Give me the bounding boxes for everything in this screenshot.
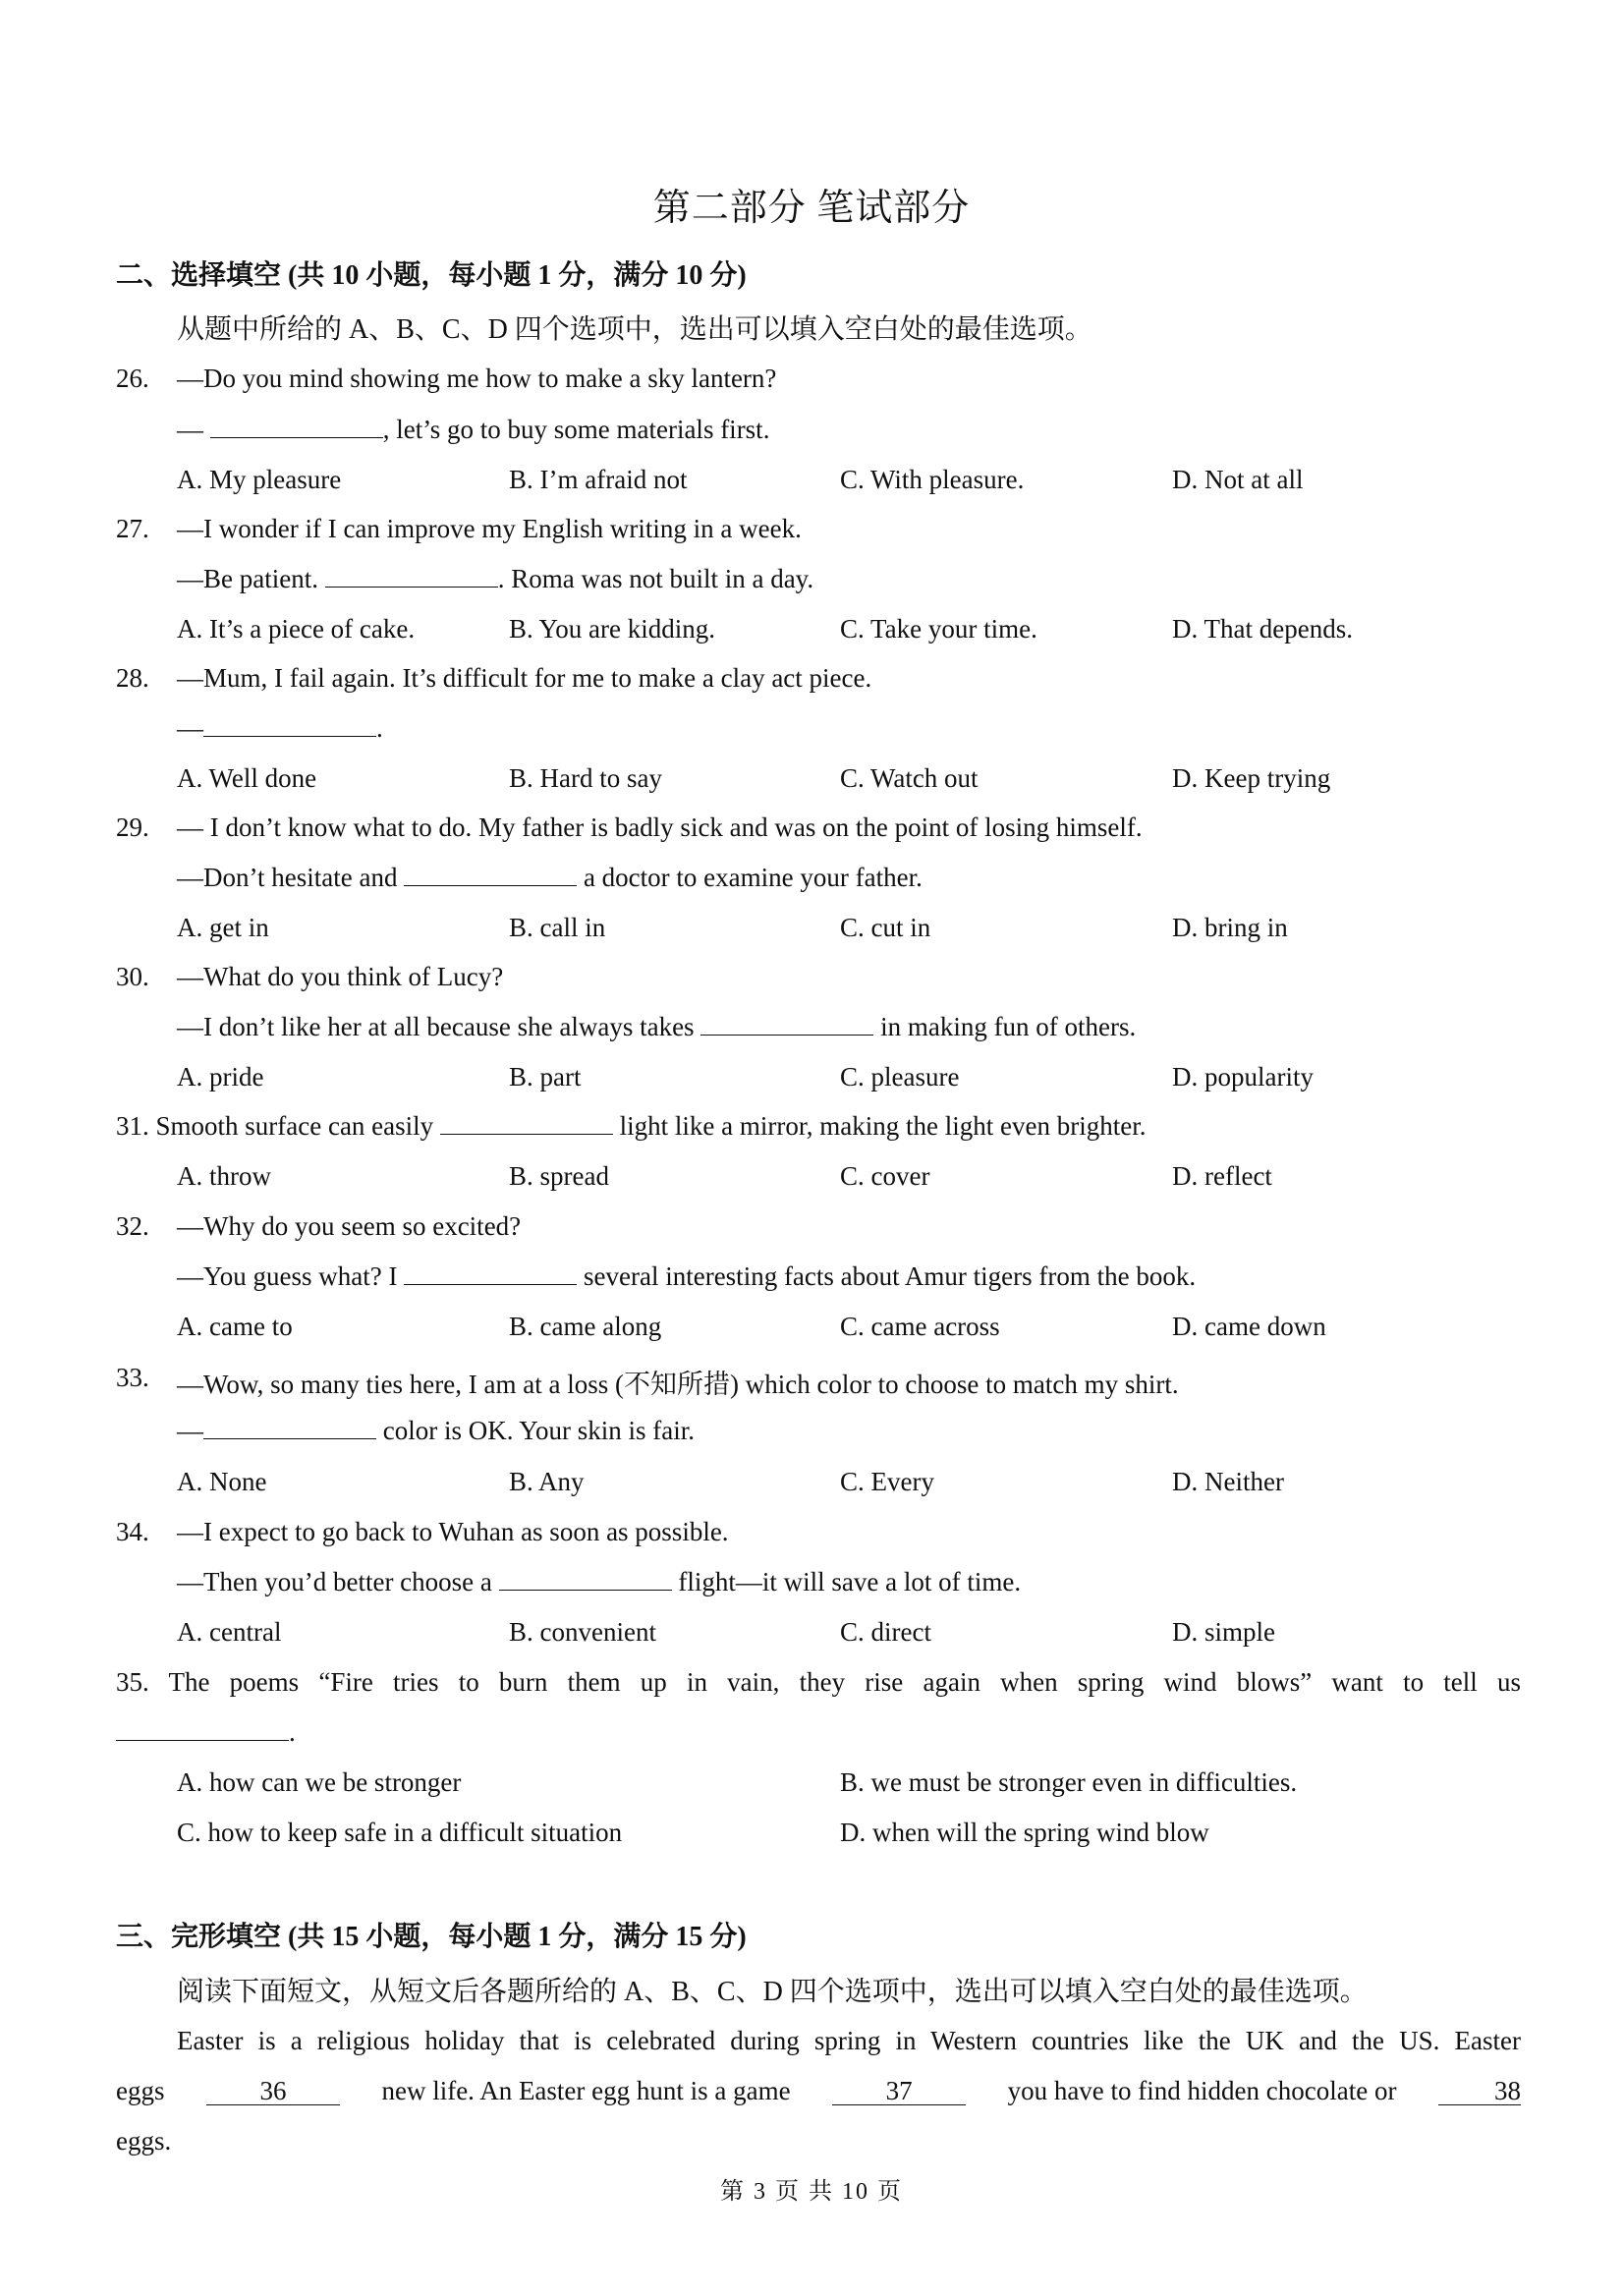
- option-d: D. popularity: [1172, 1062, 1314, 1092]
- cloze-blank-36: 36: [206, 2077, 340, 2105]
- answer-blank: [499, 1568, 672, 1591]
- option-d: D. That depends.: [1172, 614, 1353, 644]
- answer-blank: [440, 1112, 613, 1135]
- option-a: A. how can we be stronger: [177, 1767, 462, 1797]
- option-c: C. direct: [840, 1617, 931, 1647]
- option-d: D. bring in: [1172, 913, 1288, 942]
- question-line: —Why do you seem so excited?: [177, 1211, 522, 1241]
- question-number: 33.: [116, 1363, 149, 1392]
- section-3-instruction: 阅读下面短文，从短文后各题所给的 A、B、C、D 四个选项中，选出可以填入空白处的最佳选项。: [177, 1977, 1368, 2007]
- question-number: 32.: [116, 1211, 149, 1241]
- passage-line: eggs.: [116, 2126, 172, 2156]
- answer-blank: [700, 1013, 873, 1036]
- option-b: B. convenient: [509, 1617, 656, 1647]
- question-number: 29.: [116, 812, 149, 842]
- option-c: C. cover: [840, 1161, 930, 1191]
- question-line: 31. Smooth surface can easily light like a mirror, making the light even brighter.: [116, 1111, 1147, 1141]
- question-line: 35. The poems “Fire tries to burn them up in vain, they rise again when spring wind blows” want to tell us: [116, 1667, 1521, 1697]
- option-a: A. central: [177, 1617, 282, 1647]
- option-d: D. reflect: [1172, 1161, 1272, 1191]
- question-number: 34.: [116, 1517, 149, 1546]
- option-d: D. simple: [1172, 1617, 1275, 1647]
- question-line: — , let’s go to buy some materials first.: [177, 415, 770, 444]
- cloze-blank-38: 38: [1438, 2077, 1521, 2105]
- page-title: 第二部分 笔试部分: [652, 188, 971, 229]
- question-line: —I expect to go back to Wuhan as soon as possible.: [177, 1517, 729, 1546]
- option-a: A. Well done: [177, 763, 317, 793]
- answer-blank: [404, 864, 577, 886]
- question-number: 27.: [116, 514, 149, 543]
- answer-blank: [203, 1417, 376, 1439]
- section-2-heading: 二、选择填空 (共 10 小题，每小题 1 分，满分 10 分): [116, 260, 747, 291]
- answer-blank: [210, 416, 383, 438]
- option-d: D. Neither: [1172, 1467, 1284, 1496]
- question-line: —You guess what? I several interesting facts about Amur tigers from the book.: [177, 1261, 1197, 1291]
- option-d: D. Keep trying: [1172, 763, 1331, 793]
- question-number: 30.: [116, 962, 149, 991]
- option-a: A. It’s a piece of cake.: [177, 614, 416, 644]
- option-b: B. Any: [509, 1467, 585, 1496]
- option-b: B. I’m afraid not: [509, 465, 688, 494]
- answer-blank: [116, 1718, 289, 1741]
- option-b: B. came along: [509, 1312, 662, 1341]
- passage-line: Easter is a religious holiday that is celebrated during spring in Western countries like the UK and the US. Easter: [177, 2026, 1521, 2055]
- answer-blank: [325, 565, 498, 588]
- option-c: C. how to keep safe in a difficult situation: [177, 1818, 623, 1847]
- option-c: C. came across: [840, 1312, 1000, 1341]
- option-a: A. My pleasure: [177, 465, 342, 494]
- option-b: B. call in: [509, 913, 606, 942]
- question-line: —I don’t like her at all because she always takes in making fun of others.: [177, 1012, 1137, 1041]
- question-line: — .: [177, 713, 383, 743]
- answer-blank: [404, 1262, 577, 1285]
- option-c: C. Take your time.: [840, 614, 1037, 644]
- option-a: A. get in: [177, 913, 269, 942]
- page-footer: 第 3 页 共 10 页: [720, 2179, 903, 2205]
- passage-line: eggs 36 new life. An Easter egg hunt is a game 37 you have to find hidden chocolate or 38: [116, 2076, 1521, 2105]
- option-c: C. Every: [840, 1467, 934, 1496]
- option-c: C. Watch out: [840, 763, 979, 793]
- section-2-instruction: 从题中所给的 A、B、C、D 四个选项中，选出可以填入空白处的最佳选项。: [177, 314, 1092, 345]
- question-line: —Do you mind showing me how to make a sky lantern?: [177, 364, 777, 393]
- option-b: B. we must be stronger even in difficulties.: [840, 1767, 1298, 1797]
- option-d: D. Not at all: [1172, 465, 1304, 494]
- question-line: — color is OK. Your skin is fair.: [177, 1416, 696, 1445]
- question-line: —Mum, I fail again. It’s difficult for me to make a clay act piece.: [177, 663, 872, 693]
- option-a: A. None: [177, 1467, 267, 1496]
- cloze-blank-37: 37: [832, 2077, 966, 2105]
- question-line: .: [116, 1717, 296, 1748]
- question-line: —What do you think of Lucy?: [177, 962, 504, 991]
- option-b: B. You are kidding.: [509, 614, 716, 644]
- question-line: —Then you’d better choose a flight—it will save a lot of time.: [177, 1567, 1022, 1596]
- option-b: B. Hard to say: [509, 763, 662, 793]
- question-number: 26.: [116, 364, 149, 393]
- option-a: A. pride: [177, 1062, 264, 1092]
- option-c: C. pleasure: [840, 1062, 960, 1092]
- option-a: A. throw: [177, 1161, 271, 1191]
- question-line: —I wonder if I can improve my English writing in a week.: [177, 514, 802, 543]
- section-3-heading: 三、完形填空 (共 15 小题，每小题 1 分，满分 15 分): [116, 1922, 747, 1952]
- question-line: —Wow, so many ties here, I am at a loss (不知所措) which color to choose to match my shirt.: [177, 1370, 1179, 1399]
- option-b: B. spread: [509, 1161, 609, 1191]
- question-number: 28.: [116, 663, 149, 693]
- question-line: — I don’t know what to do. My father is badly sick and was on the point of losing himself.: [177, 812, 1143, 842]
- answer-blank: [203, 714, 376, 737]
- question-line: —Be patient. . Roma was not built in a day.: [177, 564, 814, 593]
- option-a: A. came to: [177, 1312, 293, 1341]
- option-c: C. With pleasure.: [840, 465, 1025, 494]
- option-c: C. cut in: [840, 913, 931, 942]
- option-d: D. when will the spring wind blow: [840, 1818, 1209, 1847]
- question-line: —Don’t hesitate and a doctor to examine your father.: [177, 863, 923, 892]
- option-d: D. came down: [1172, 1312, 1326, 1341]
- option-b: B. part: [509, 1062, 582, 1092]
